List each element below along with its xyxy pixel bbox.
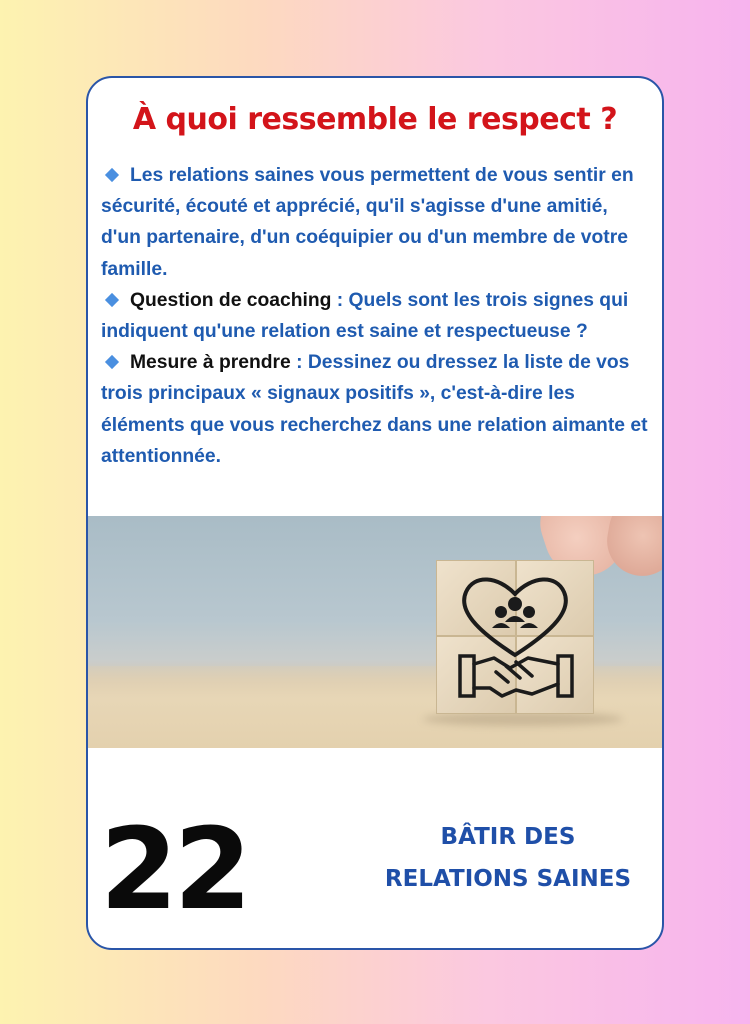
paragraph-1-text: Les relations saines vous permettent de vous sentir en sécurité, écouté et apprécié, qu'il s'agisse d'une amitié, d'un partenaire, d'un coéquipier ou d'un membre de votre famille. [101,165,634,280]
diamond-bullet-icon [105,168,119,182]
paragraph-3 [101,347,651,472]
diamond-bullet-icon [105,355,119,369]
paragraph-3-lead: Mesure à prendre [130,352,291,374]
card-category-line2: RELATIONS SAINES [384,866,632,892]
wooden-blocks [436,560,596,715]
paragraph-2 [101,285,651,347]
finger-knuckle [602,516,664,581]
paragraph-2-text: : Quels sont les trois signes qui indiquent qu'une relation est saine et respectueuse ? [101,289,629,343]
photo-wooden-blocks [88,516,664,748]
paragraph-2-lead: Question de coaching [130,289,332,311]
card-category [368,816,648,900]
card-body [101,160,651,472]
card-title: À quoi ressemble le respect ? [132,102,618,137]
paragraph-1 [101,160,651,285]
card-number: 22 [100,805,248,935]
diamond-bullet-icon [105,293,119,307]
card-category-line1: BÂTIR DES [440,824,576,850]
card [86,76,664,950]
heart-people-handshake-icon [436,560,596,715]
paragraph-3-text: : Dessinez ou dressez la liste de vos trois principaux « signaux positifs », c'est-à-dire les éléments que vous recherchez dans une relation aimante et attentionnée. [101,352,648,467]
